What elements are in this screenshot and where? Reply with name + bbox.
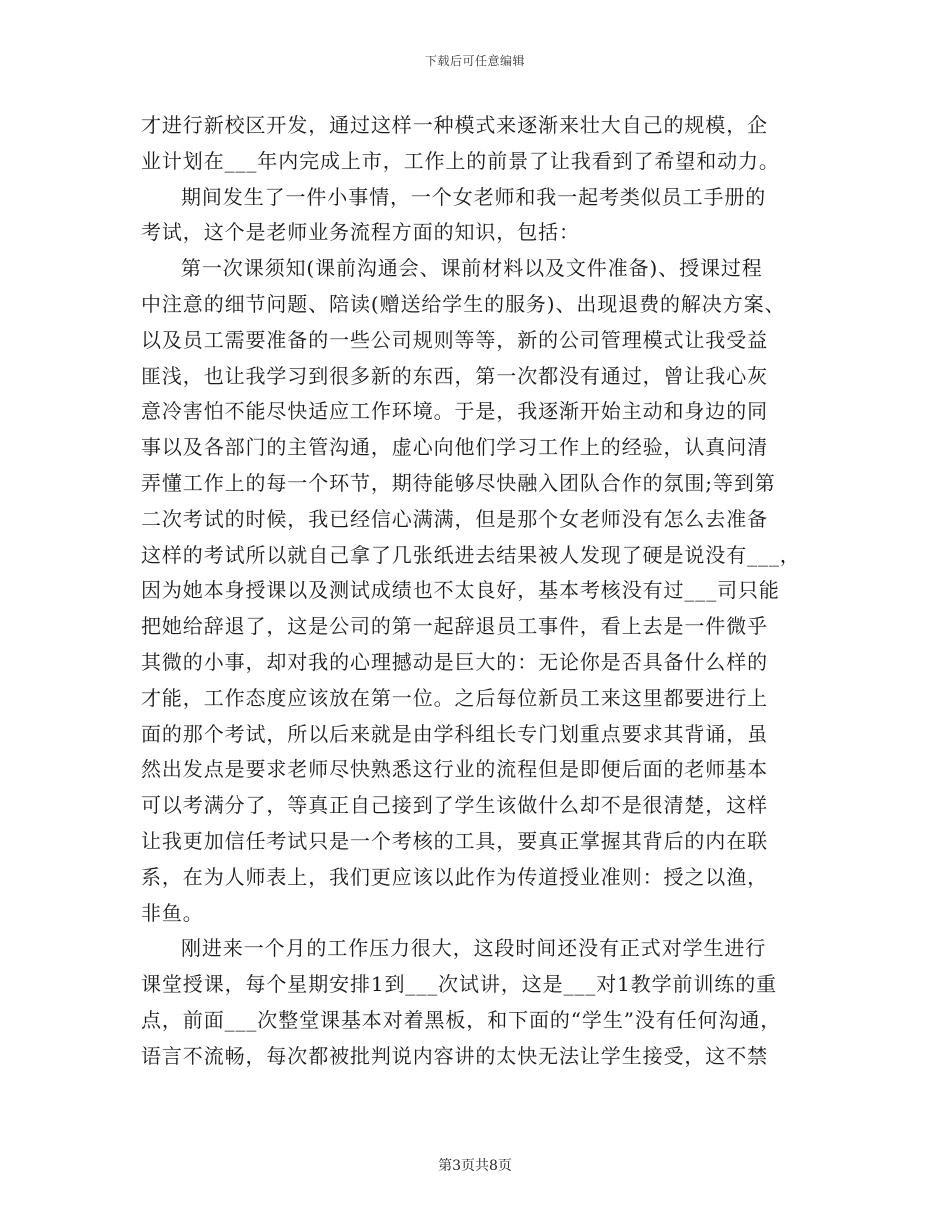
text-line: 课堂授课，每个星期安排1到___次试讲，这是___对1教学前训练的重 (141, 972, 778, 997)
text-line: 可以考满分了，等真正自己接到了学生该做什么却不是很清楚，这样 (141, 793, 768, 818)
text-line: 考试，这个是老师业务流程方面的知识，包括： (141, 220, 580, 245)
text-line: 非鱼。 (141, 900, 204, 925)
text-line: 匪浅，也让我学习到很多新的东西，第一次都没有通过，曾让我心灰 (141, 363, 768, 388)
text-line: 业计划在___年内完成上市，工作上的前景了让我看到了希望和动力。 (141, 148, 780, 173)
paragraph-start-line: 期间发生了一件小事情，一个女老师和我一起考类似员工手册的 (181, 184, 767, 209)
text-line: 才能，工作态度应该放在第一位。之后每位新员工来这里都要进行上 (141, 685, 768, 710)
text-line: 面的那个考试，所以后来就是由学科组长专门划重点要求其背诵，虽 (141, 721, 768, 746)
text-line: 才进行新校区开发，通过这样一种模式来逐渐来壮大自己的规模，企 (141, 113, 768, 137)
text-line: 让我更加信任考试只是一个考核的工具，要真正掌握其背后的内在联 (141, 828, 768, 853)
text-line: 其微的小事，却对我的心理撼动是巨大的：无论你是否具备什么样的 (141, 649, 768, 674)
text-line: 语言不流畅，每次都被批判说内容讲的太快无法让学生接受，这不禁 (141, 1043, 768, 1068)
text-line: 因为她本身授课以及测试成绩也不太良好，基本考核没有过___司只能 (141, 578, 780, 603)
text-line: 弄懂工作上的每一个环节，期待能够尽快融入团队合作的氛围;等到第 (141, 470, 776, 495)
document-body (141, 108, 811, 1075)
text-line: 点，前面___次整堂课基本对着黑板，和下面的“学生”没有任何沟通， (141, 1007, 782, 1032)
text-line: 二次考试的时候，我已经信心满满，但是那个女老师没有怎么去准备 (141, 506, 768, 531)
text-line: 事以及各部门的主管沟通，虚心向他们学习工作上的经验，认真问清 (141, 435, 768, 460)
text-line: 这样的考试所以就自己拿了几张纸进去结果被人发现了硬是说没有___， (141, 542, 801, 567)
page-footer: 第3页共8页 (438, 1158, 512, 1174)
paragraph-start-line: 第一次课须知(课前沟通会、课前材料以及文件准备)、授课过程 (181, 256, 763, 281)
paragraph-start-line: 刚进来一个月的工作压力很大，这段时间还没有正式对学生进行 (181, 936, 767, 961)
text-line: 中注意的细节问题、陪读(赠送给学生的服务)、出现退费的解决方案、 (141, 291, 786, 316)
text-line: 系，在为人师表上，我们更应该以此作为传道授业准则：授之以渔， (141, 864, 768, 889)
page-header: 下载后可任意编辑 (424, 54, 525, 68)
text-line: 以及员工需要准备的一些公司规则等等，新的公司管理模式让我受益 (141, 327, 768, 352)
text-line: 把她给辞退了，这是公司的第一起辞退员工事件，看上去是一件微乎 (141, 614, 768, 639)
text-line: 然出发点是要求老师尽快熟悉这行业的流程但是即便后面的老师基本 (141, 757, 768, 782)
text-line: 意冷害怕不能尽快适应工作环境。于是，我逐渐开始主动和身边的同 (141, 399, 768, 424)
